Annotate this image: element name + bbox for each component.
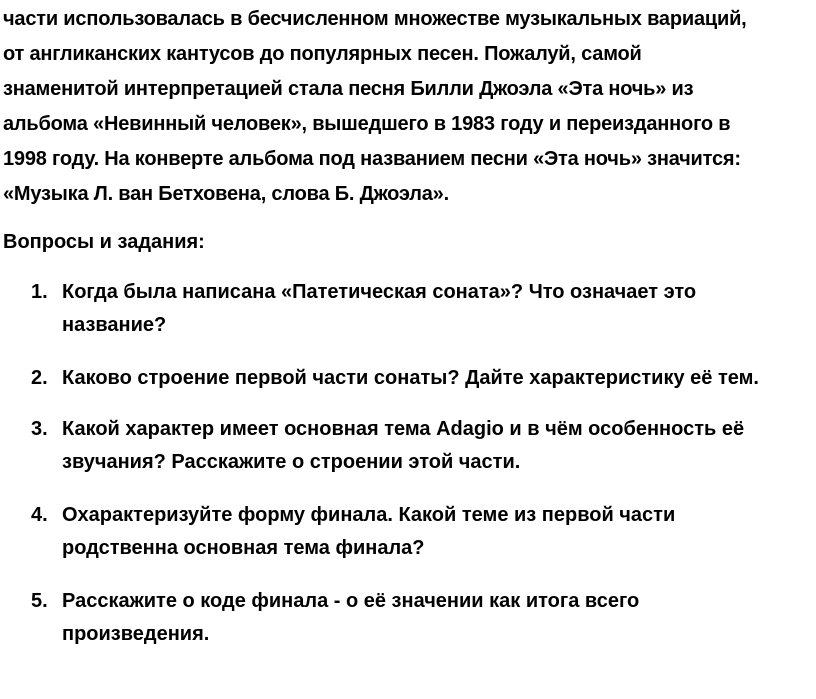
question-line: Расскажите о коде финала - о её значении как итога всего bbox=[62, 590, 640, 612]
question-number: 3. bbox=[31, 418, 48, 440]
question-line: Когда была написана «Патетическая соната»? Что означает это bbox=[62, 281, 697, 303]
question-line: Каково строение первой части сонаты? Дайте характеристику её тем. bbox=[62, 367, 759, 389]
questions-heading: Вопросы и задания: bbox=[3, 231, 205, 253]
question-text bbox=[62, 413, 814, 479]
intro-line: 1998 году. На конверте альбома под названием песни «Эта ночь» значится: bbox=[3, 148, 741, 170]
question-line: родственна основная тема финала? bbox=[62, 537, 425, 559]
intro-line: части использовалась в бесчисленном множестве музыкальных вариаций, bbox=[3, 8, 747, 30]
intro-line: «Музыка Л. ван Бетховена, слова Б. Джоэла». bbox=[3, 183, 449, 205]
question-number: 1. bbox=[31, 281, 48, 303]
question-number: 5. bbox=[31, 590, 48, 612]
question-text bbox=[62, 499, 814, 565]
intro-line: знаменитой интерпретацией стала песня Билли Джоэла «Эта ночь» из bbox=[3, 78, 694, 100]
question-number: 2. bbox=[31, 367, 48, 389]
question-line: произведения. bbox=[62, 623, 210, 645]
question-text bbox=[62, 362, 814, 395]
question-line: название? bbox=[62, 314, 167, 336]
question-line: Какой характер имеет основная тема Adagio и в чём особенность её bbox=[62, 418, 745, 440]
intro-line: альбома «Невинный человек», вышедшего в 1983 году и переизданного в bbox=[3, 113, 731, 135]
question-line: звучания? Расскажите о строении этой части. bbox=[62, 451, 521, 473]
question-text bbox=[62, 585, 814, 651]
intro-line: от англиканских кантусов до популярных песен. Пожалуй, самой bbox=[3, 43, 642, 65]
question-line: Охарактеризуйте форму финала. Какой теме из первой части bbox=[62, 504, 676, 526]
question-number: 4. bbox=[31, 504, 48, 526]
question-text bbox=[62, 276, 814, 342]
